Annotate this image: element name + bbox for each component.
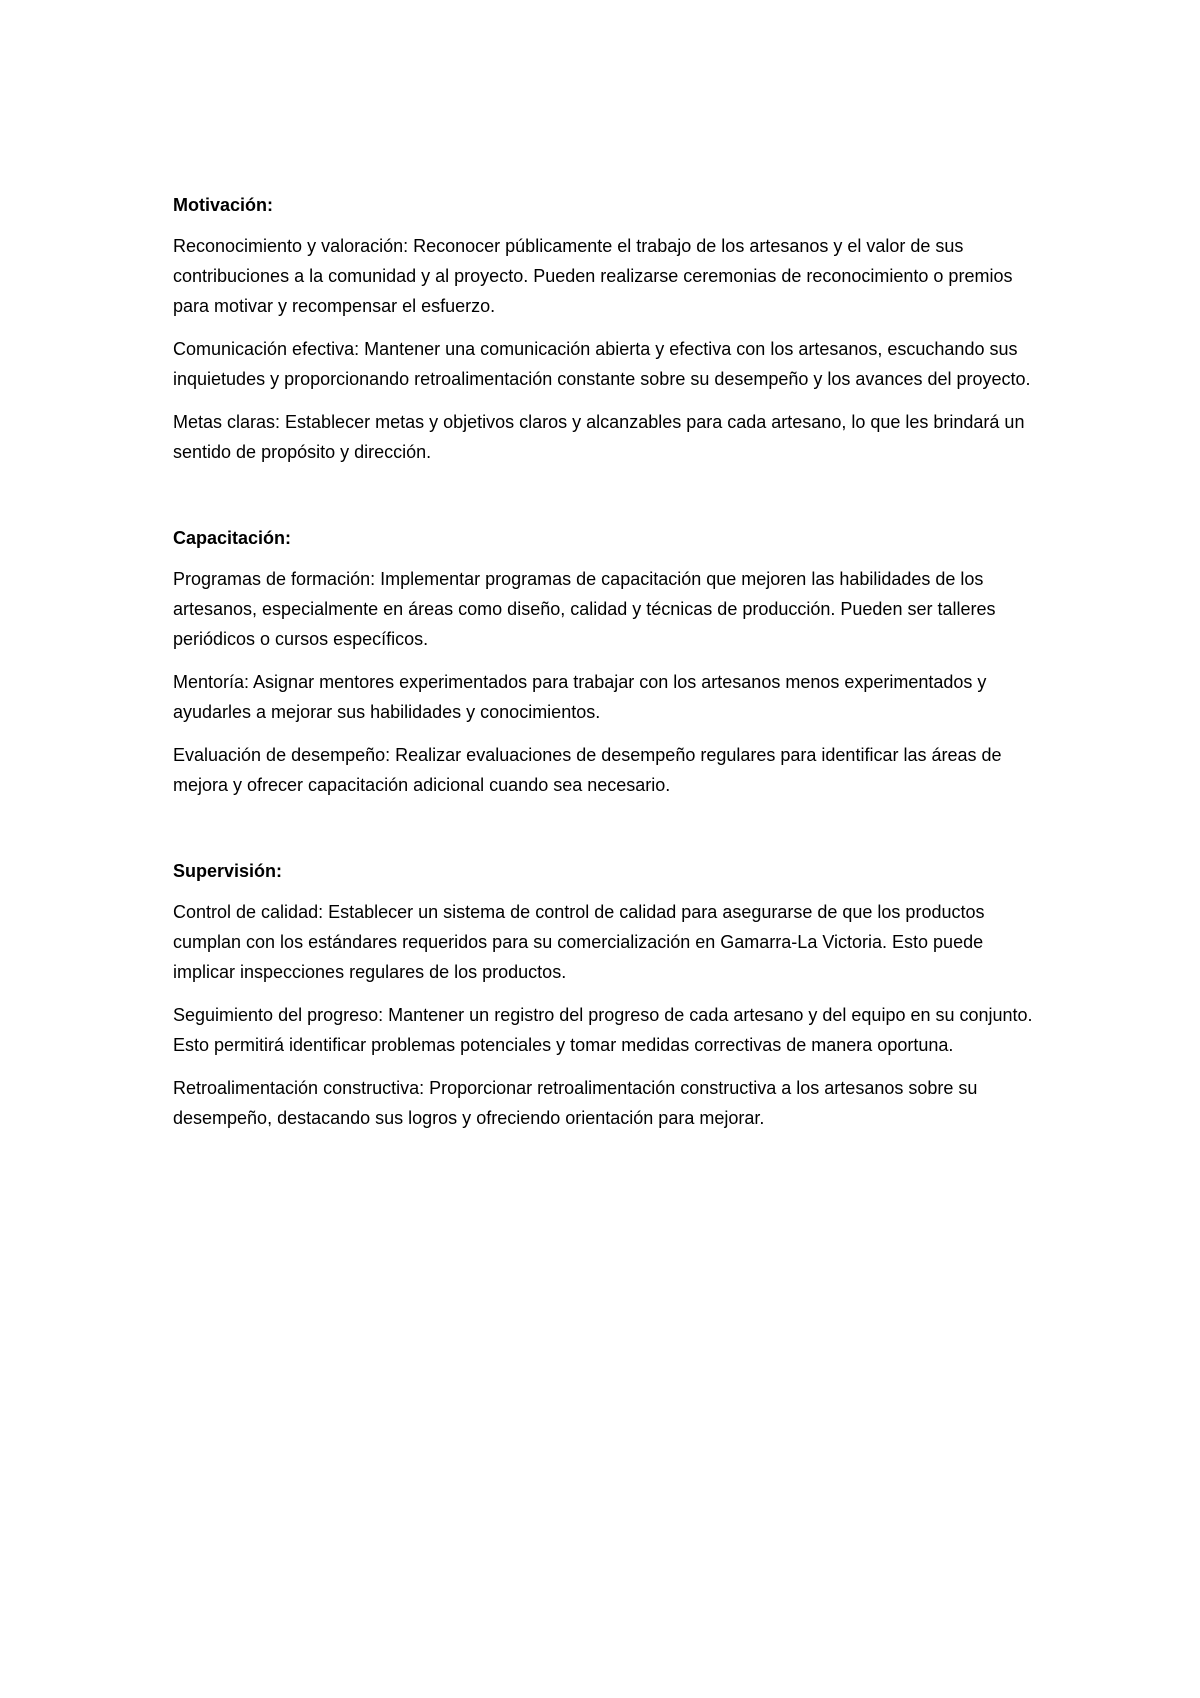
paragraph: Control de calidad: Establecer un sistema de control de calidad para asegurarse de que los productos cumplan con los estándares requeridos para su comercialización en Gamarra-La Victoria. Esto puede implicar inspecciones regulares de los productos.: [173, 902, 985, 982]
paragraph: Seguimiento del progreso: Mantener un registro del progreso de cada artesano y del equipo en su conjunto. Esto permitirá identificar problemas potenciales y tomar medidas correctivas de manera oportuna.: [173, 1005, 1033, 1055]
paragraph: Retroalimentación constructiva: Proporcionar retroalimentación constructiva a los artesanos sobre su desempeño, destacando sus logros y ofreciendo orientación para mejorar.: [173, 1078, 978, 1128]
section-title: Capacitación:: [173, 528, 292, 548]
section-motivacion: [173, 192, 1045, 467]
section-supervision: [173, 858, 1045, 1133]
section-title: Motivación:: [173, 195, 274, 215]
paragraph: Comunicación efectiva: Mantener una comunicación abierta y efectiva con los artesanos, escuchando sus inquietudes y proporcionando retroalimentación constante sobre su desempeño y los avances del proyecto.: [173, 339, 1031, 389]
paragraph: Reconocimiento y valoración: Reconocer públicamente el trabajo de los artesanos y el valor de sus contribuciones a la comunidad y al proyecto. Pueden realizarse ceremonias de reconocimiento o premios para motivar y recompensar el esfuerzo.: [173, 236, 1013, 316]
paragraph: Programas de formación: Implementar programas de capacitación que mejoren las habilidades de los artesanos, especialmente en áreas como diseño, calidad y técnicas de producción. Pueden ser talleres periódicos o cursos específicos.: [173, 569, 996, 649]
paragraph: Mentoría: Asignar mentores experimentados para trabajar con los artesanos menos experimentados y ayudarles a mejorar sus habilidades y conocimientos.: [173, 672, 987, 722]
section-title: Supervisión:: [173, 861, 283, 881]
document-body: [173, 192, 1045, 1191]
paragraph: Metas claras: Establecer metas y objetivos claros y alcanzables para cada artesano, lo que les brindará un sentido de propósito y dirección.: [173, 412, 1025, 462]
section-capacitacion: [173, 525, 1045, 800]
paragraph: Evaluación de desempeño: Realizar evaluaciones de desempeño regulares para identificar las áreas de mejora y ofrecer capacitación adicional cuando sea necesario.: [173, 745, 1002, 795]
